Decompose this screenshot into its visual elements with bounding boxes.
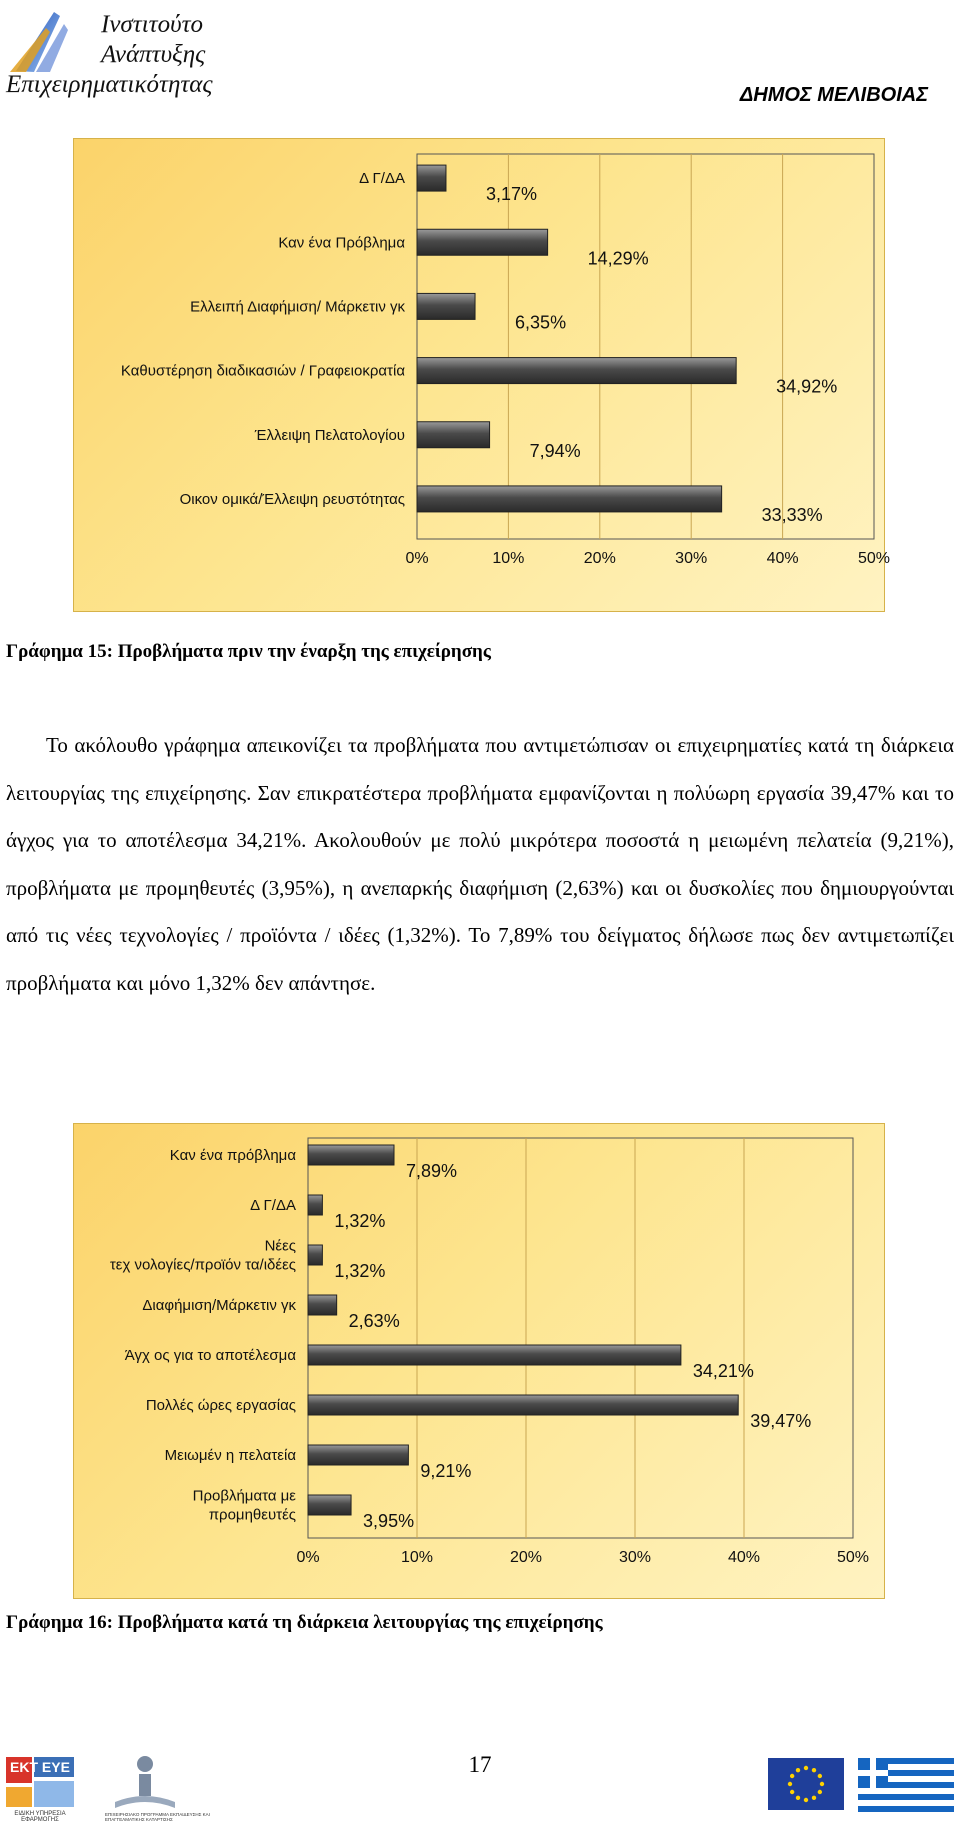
- x-tick-label: 20%: [509, 1549, 543, 1566]
- education-program-caption: ΕΠΙΧΕΙΡΗΣΙΑΚΟ ΠΡΟΓΡΑΜΜΑ ΕΚΠΑΙΔΕΥΣΗΣ ΚΑΙ ΕΠΑΓΓΕΛΜΑΤΙΚΗΣ ΚΑΤΑΡΤΙΣΗΣ: [105, 1812, 210, 1823]
- eu-star-icon: [790, 1774, 794, 1778]
- chart-15-caption: Γράφημα 15: Προβλήματα πριν την έναρξη της επιχείρησης: [6, 641, 491, 662]
- eu-star-icon: [812, 1768, 816, 1772]
- category-label: Πολλές ώρες εργασίας: [145, 1397, 296, 1414]
- value-label: 34,92%: [776, 376, 838, 397]
- eu-star-icon: [804, 1766, 808, 1770]
- ekt-eye-logo-subtext: ΕΙΔΙΚΗ ΥΠΗΡΕΣΙΑ ΕΦΑΡΜΟΓΗΣ: [14, 1811, 66, 1823]
- body-text: [6, 722, 954, 1007]
- category-label: Μειωμέν η πελατεία: [164, 1447, 296, 1464]
- category-label: Έλλειψη Πελατολογίου: [254, 426, 405, 444]
- plot-area: [417, 154, 874, 539]
- eu-star-icon: [820, 1782, 824, 1786]
- municipality-header: ΔΗΜΟΣ ΜΕΛΙΒΟΙΑΣ: [739, 84, 928, 106]
- x-tick-label: 10%: [400, 1549, 434, 1566]
- chart-15-frame: [73, 138, 891, 612]
- page-number: 17: [468, 1752, 492, 1777]
- eu-star-icon: [818, 1774, 822, 1778]
- body-paragraph: Το ακόλουθο γράφημα απεικονίζει τα προβλήματα που αντιμετώπισαν οι επιχειρηματίες κατά τη διάρκεια λειτουργίας της επιχείρησης. Σαν επικρατέστερα προβλήματα εμφανίζονται η πολύωρη εργασία 39,47% και το άγχος για το αποτέλεσμα 34,21%. Ακολουθούν με πολύ μικρότερα ποσοστά η μειωμένη πελατεία (9,21%), προβλήματα με προμηθευτές (3,95%), η ανεπαρκής διαφήμιση (2,63%) και οι δυσκολίες που δημιουργούνται από τις νέες τεχνολογίες / προϊόντα / ιδέες (1,32%). Το 7,89% του δείγματος δήλωσε πως δεν αντιμετωπίζει προβλήματα και μόνο 1,32% δεν απάντησε.: [6, 733, 954, 995]
- eu-star-icon: [796, 1796, 800, 1800]
- logo-line-3: Επιχειρηματικότητας: [6, 71, 213, 98]
- logo-line-1: Ινστιτούτο: [101, 11, 204, 38]
- bar: [308, 1495, 351, 1515]
- bar: [308, 1295, 337, 1315]
- category-label: Καν ένα Πρόβλημα: [278, 234, 405, 252]
- bar: [417, 229, 548, 255]
- bar: [308, 1395, 738, 1415]
- eu-star-icon: [788, 1782, 792, 1786]
- eu-star-icon: [804, 1798, 808, 1802]
- chart-16: [74, 1124, 884, 1598]
- category-label: Καν ένα πρόβλημα: [169, 1147, 296, 1164]
- value-label: 1,32%: [334, 1211, 386, 1231]
- value-label: 7,94%: [529, 440, 581, 461]
- value-label: 14,29%: [587, 248, 649, 269]
- category-label: Καθυστέρηση διαδικασιών / Γραφειοκρατία: [120, 362, 405, 380]
- institute-logo-graphic: [6, 6, 101, 76]
- chart-16-caption: Γράφημα 16: Προβλήματα κατά τη διάρκεια λειτουργίας της επιχείρησης: [6, 1612, 603, 1633]
- value-label: 3,17%: [485, 184, 538, 205]
- ekt-eye-logo-text: ΕΚΤ ΕΥΕ: [10, 1759, 70, 1775]
- category-label: Οικον ομικά/Έλλειψη ρευστότητας: [179, 490, 405, 508]
- logo-line-2: Ανάπτυξης: [101, 41, 206, 68]
- x-tick-label: 20%: [583, 550, 616, 567]
- bar: [417, 358, 736, 384]
- bar: [308, 1145, 394, 1165]
- chart-16-frame: [73, 1123, 885, 1599]
- eu-star-icon: [796, 1768, 800, 1772]
- category-label: Δ Γ/ΔΑ: [250, 1197, 296, 1214]
- category-label: Νέες: [264, 1237, 296, 1255]
- value-label: 9,21%: [420, 1461, 472, 1481]
- value-label: 33,33%: [761, 504, 823, 525]
- bar: [417, 165, 446, 191]
- category-label: Προβλήματα με: [192, 1487, 296, 1505]
- x-tick-label: 30%: [675, 550, 708, 567]
- x-tick-label: 50%: [836, 1549, 870, 1566]
- eu-star-icon: [818, 1790, 822, 1794]
- value-label: 39,47%: [750, 1411, 812, 1431]
- ekt-eye-logo: [4, 1755, 76, 1827]
- x-tick-label: 50%: [857, 550, 891, 567]
- bar: [417, 486, 722, 512]
- value-label: 6,35%: [515, 312, 567, 333]
- greek-flag: [858, 1758, 954, 1812]
- eu-flag: [768, 1758, 844, 1810]
- bar: [308, 1345, 681, 1365]
- bar: [308, 1195, 322, 1215]
- eu-star-icon: [812, 1796, 816, 1800]
- bar: [308, 1445, 408, 1465]
- x-tick-label: 10%: [492, 550, 525, 567]
- plot-area: [308, 1138, 853, 1538]
- x-tick-label: 40%: [727, 1549, 761, 1566]
- bar: [308, 1245, 322, 1265]
- value-label: 3,95%: [363, 1511, 415, 1531]
- institute-logo: [6, 6, 213, 101]
- x-tick-label: 0%: [405, 550, 429, 567]
- category-label: Διαφήμιση/Μάρκετιν γκ: [142, 1297, 296, 1314]
- value-label: 34,21%: [692, 1361, 754, 1381]
- chart-15: [74, 139, 891, 611]
- education-program-logo: [105, 1752, 225, 1828]
- x-tick-label: 40%: [766, 550, 799, 567]
- x-tick-label: 30%: [618, 1549, 652, 1566]
- value-label: 2,63%: [348, 1311, 400, 1331]
- bar: [417, 422, 490, 448]
- bar: [417, 293, 475, 319]
- x-tick-label: 0%: [296, 1549, 320, 1566]
- category-label: τεχ νολογίες/προϊόν τα/ιδέες: [109, 1256, 296, 1274]
- category-label: Ελλειπή Διαφήμιση/ Μάρκετιν γκ: [190, 298, 405, 316]
- category-label: Δ Γ/ΔΑ: [359, 170, 405, 188]
- value-label: 7,89%: [406, 1161, 458, 1181]
- category-label: προμηθευτές: [208, 1506, 296, 1524]
- category-label: Άγχ ος για το αποτέλεσμα: [124, 1347, 296, 1364]
- value-label: 1,32%: [334, 1261, 386, 1281]
- eu-star-icon: [790, 1790, 794, 1794]
